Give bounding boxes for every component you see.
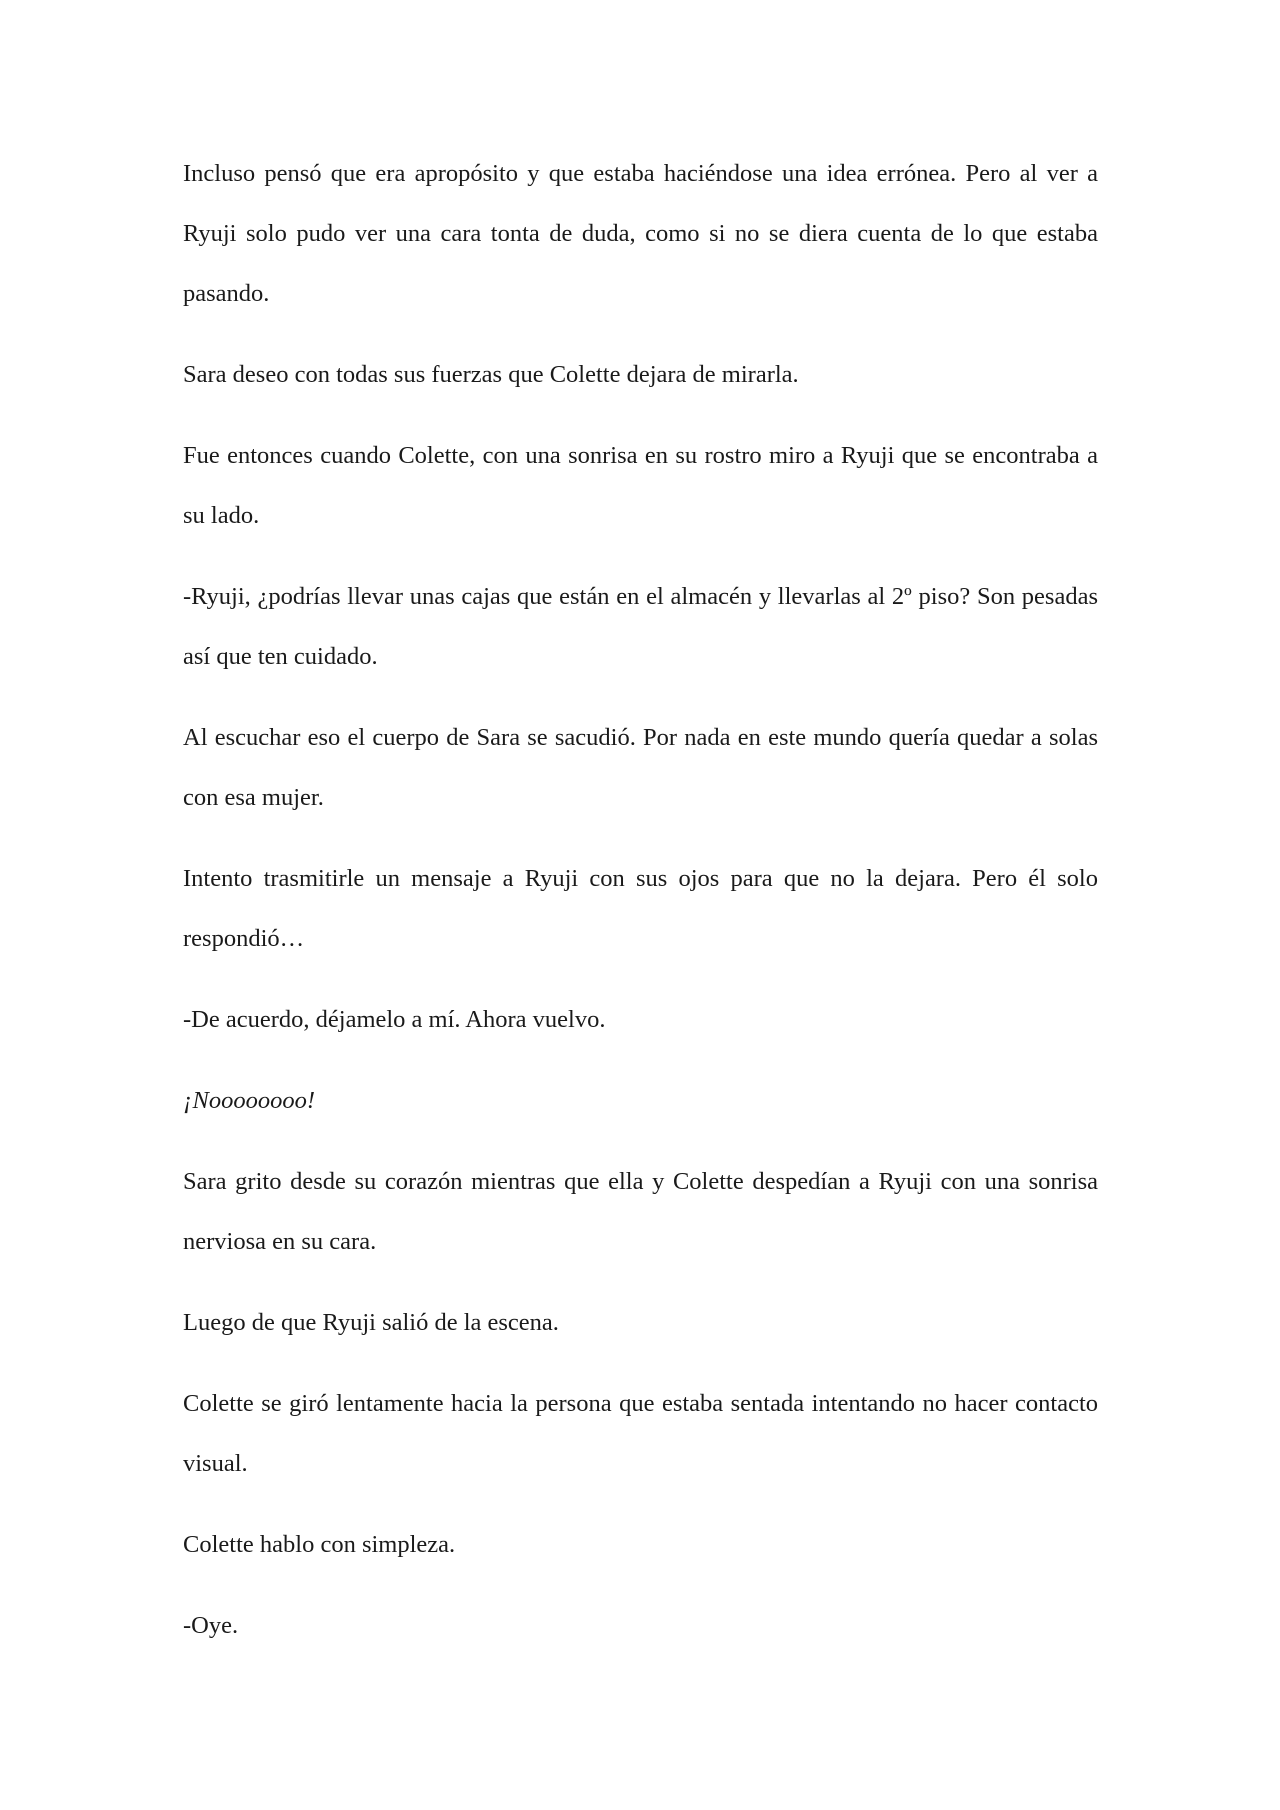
paragraph: Sara grito desde su corazón mientras que ella y Colette despedían a Ryuji con una sonrisa nerviosa en su cara.: [183, 1168, 1098, 1255]
paragraph: Incluso pensó que era apropósito y que estaba haciéndose una idea errónea. Pero al ver a Ryuji solo pudo ver una cara tonta de duda, como si no se diera cuenta de lo que estaba pasando.: [183, 160, 1098, 307]
paragraph: Sara deseo con todas sus fuerzas que Colette dejara de mirarla.: [183, 361, 799, 388]
paragraph: Luego de que Ryuji salió de la escena.: [183, 1309, 559, 1336]
paragraph: Colette hablo con simpleza.: [183, 1531, 456, 1558]
paragraph: -Oye.: [183, 1612, 239, 1639]
paragraph: -Ryuji, ¿podrías llevar unas cajas que están en el almacén y llevarlas al 2º piso? Son pesadas así que ten cuidado.: [183, 583, 1098, 670]
body-text: [183, 144, 1098, 1677]
italic-thought: ¡Noooooooo!: [183, 1087, 316, 1114]
paragraph: Fue entonces cuando Colette, con una sonrisa en su rostro miro a Ryuji que se encontraba a su lado.: [183, 442, 1098, 529]
paragraph: Al escuchar eso el cuerpo de Sara se sacudió. Por nada en este mundo quería quedar a solas con esa mujer.: [183, 724, 1098, 811]
paragraph: Colette se giró lentamente hacia la persona que estaba sentada intentando no hacer contacto visual.: [183, 1390, 1098, 1477]
paragraph: -De acuerdo, déjamelo a mí. Ahora vuelvo.: [183, 1006, 606, 1033]
paragraph: Intento trasmitirle un mensaje a Ryuji con sus ojos para que no la dejara. Pero él solo respondió…: [183, 865, 1098, 952]
